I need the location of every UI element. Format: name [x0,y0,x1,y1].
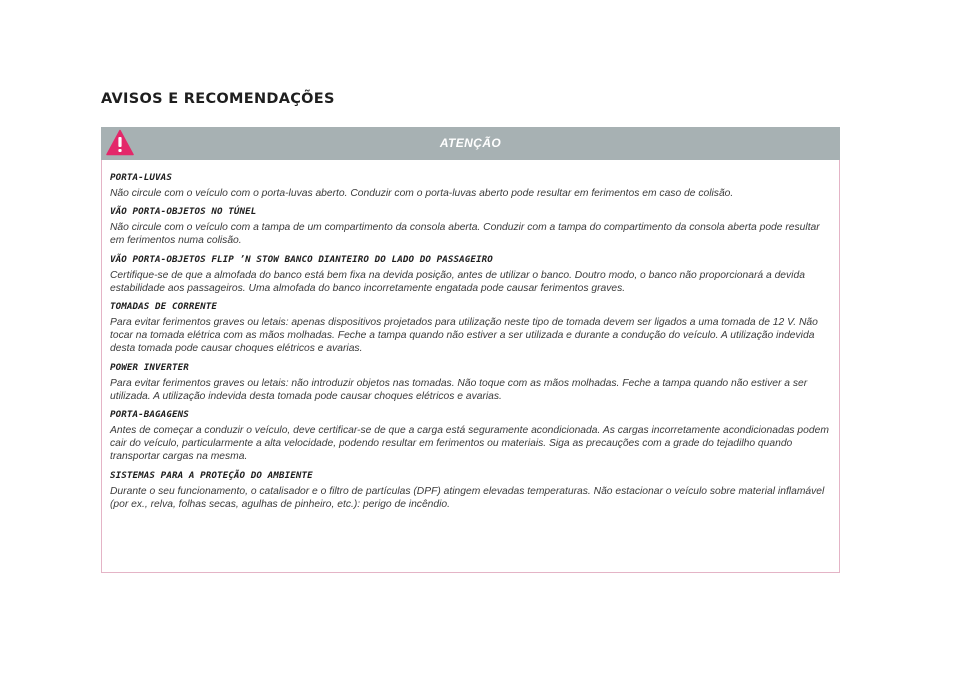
warning-box [101,160,840,573]
section-heading: PORTA-BAGAGENS [110,409,189,421]
warning-title: ATENÇÃO [439,136,502,150]
section-flip-n-stow [110,253,833,295]
section-text: Não circule com o veículo com o porta-luvas aberto. Conduzir com o porta-luvas aberto pode resultar em ferimentos em caso de colisão. [110,188,734,199]
section-heading: TOMADAS DE CORRENTE [110,301,217,313]
section-heading: VÃO PORTA-OBJETOS FLIP ’N STOW BANCO DIANTEIRO DO LADO DO PASSAGEIRO [110,253,493,265]
page-title: AVISOS E RECOMENDAÇÕES [101,91,335,107]
section-heading: SISTEMAS PARA A PROTEÇÃO DO AMBIENTE [110,469,313,481]
section-heading: VÃO PORTA-OBJETOS NO TÚNEL [110,206,257,218]
section-text: Antes de começar a conduzir o veículo, deve certificar-se de que a carga está seguramente acondicionada. As cargas incorretamente acondicionadas podem cair do veículo, particularmente a alta velocidade, podendo resultar em ferimentos ou materiais. Siga as precauções com a grade do tejadilho quando transportar cargas na mesma. [110,425,829,463]
section-power-outlets [110,300,833,356]
section-text: Certifique-se de que a almofada do banco está bem fixa na devida posição, antes de utilizar o banco. Doutro modo, o banco não proporcionará a devida estabilidade aos passageiros. Uma almofada do banco incorretamente engatada pode causar ferimentos graves. [110,269,805,294]
section-heading: POWER INVERTER [110,361,189,373]
section-glove-box [110,171,833,200]
section-tunnel-storage [110,205,833,247]
section-text: Não circule com o veículo com a tampa de um compartimento da consola aberta. Conduzir com a tampa do compartimento da consola aberta pode resultar em ferimentos numa colisão. [110,222,820,247]
section-text: Durante o seu funcionamento, o catalisador e o filtro de partículas (DPF) atingem elevadas temperaturas. Não estacionar o veículo sobre material inflamável (por ex., relva, folhas secas, agulhas de pinheiro, etc.): perigo de incêndio. [110,485,825,510]
warning-header [101,127,840,160]
section-text: Para evitar ferimentos graves ou letais: não introduzir objetos nas tomadas. Não toque com as mãos molhadas. Feche a tampa quando não estiver a ser utilizada. A utilização indevida desta tomada pode causar choques elétricos e avarias. [110,377,808,402]
section-luggage [110,408,833,464]
section-heading: PORTA-LUVAS [110,172,172,183]
section-environment [110,469,833,511]
section-power-inverter [110,361,833,403]
section-text: Para evitar ferimentos graves ou letais: apenas dispositivos projetados para utilização neste tipo de tomada devem ser ligados a uma tomada de 12 V. Não tocar na tomada elétrica com as mãos molhadas. Feche a tampa quando não estiver a ser utilizada e durante a condução do veículo. A utilização indevida desta tomada pode causar choques elétricos e avarias. [110,317,818,355]
